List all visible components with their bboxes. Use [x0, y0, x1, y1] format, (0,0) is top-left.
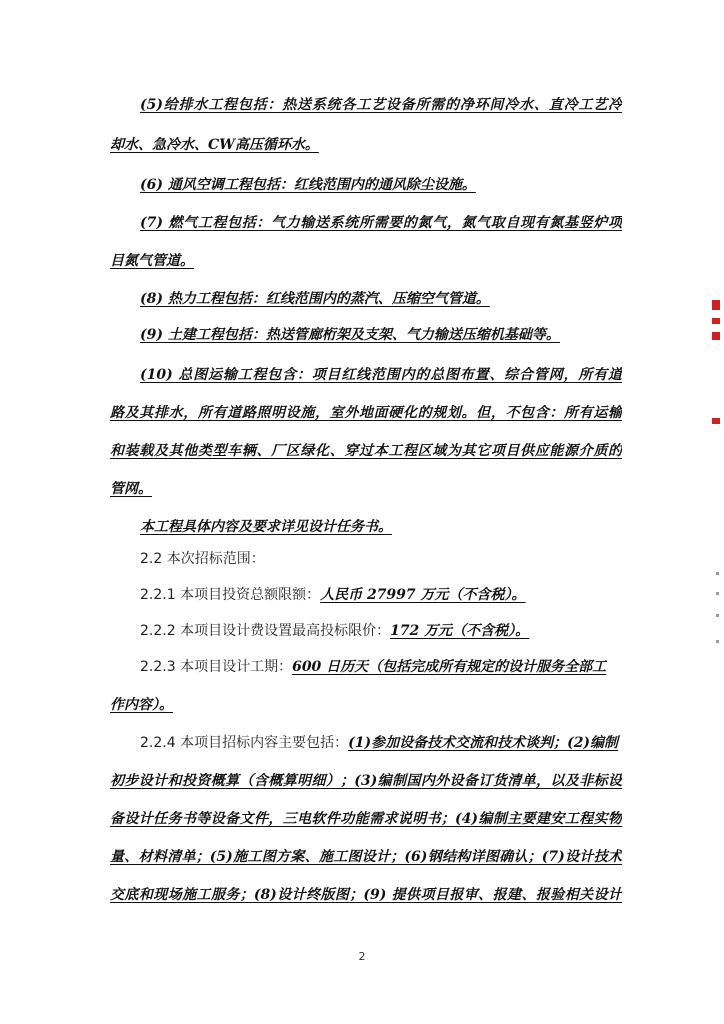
para-line-water-1: (5)给排水工程包括：热送系统各工艺设备所需的净环间冷水、直冷工艺冷 — [140, 97, 622, 113]
page-number: 2 — [358, 950, 366, 963]
edge-stamp-mark — [712, 300, 720, 310]
edge-stamp-mark — [712, 332, 720, 340]
edge-dot-mark — [716, 572, 719, 575]
item-value: 人民币 27997 万元（不含税）。 — [320, 587, 526, 603]
edge-dot-mark — [716, 614, 719, 617]
item-scope-contents — [140, 732, 622, 754]
edge-stamp-mark — [712, 418, 720, 424]
para-line-transport-4: 管网。 — [110, 481, 152, 497]
para-line-civil: (9) 土建工程包括：热送管廊桁架及支架、气力输送压缩机基础等。 — [140, 327, 560, 343]
item-scope-cont-1: 初步设计和投资概算（含概算明细）；(3)编制国内外设备订货清单，以及非标设 — [110, 773, 622, 789]
item-label: 2.2.3 本项目设计工期： — [140, 659, 293, 675]
para-line-gas-1: (7) 燃气工程包括：气力输送系统所需要的氮气，氮气取自现有氮基竖炉项 — [140, 215, 622, 231]
item-label: 2.2.4 本项目招标内容主要包括： — [140, 735, 349, 751]
item-investment-limit — [140, 584, 622, 606]
para-line-water-2: 却水、急冷水、CW高压循环水。 — [110, 137, 319, 153]
item-scope-cont-2: 备设计任务书等设备文件，三电软件功能需求说明书；(4)编制主要建安工程实物 — [110, 811, 622, 827]
para-line-ventilation: (6) 通风空调工程包括：红线范围内的通风除尘设施。 — [140, 177, 476, 193]
para-line-gas-2: 目氮气管道。 — [110, 253, 194, 269]
item-design-period-cont: 作内容）。 — [110, 697, 173, 713]
para-line-transport-2: 路及其排水，所有道路照明设施，室外地面硬化的规划。但，不包含：所有运输 — [110, 405, 622, 421]
para-line-transport-3: 和装载及其他类型车辆、厂区绿化、穿过本工程区域为其它项目供应能源介质的 — [110, 443, 622, 459]
item-value: 600 日历天（包括完成所有规定的设计服务全部工 — [292, 659, 607, 675]
para-line-thermal: (8) 热力工程包括：红线范围内的蒸汽、压缩空气管道。 — [140, 291, 490, 307]
para-line-transport-1: (10) 总图运输工程包含：项目红线范围内的总图布置、综合管网，所有道 — [140, 367, 622, 383]
edge-dot-mark — [716, 640, 719, 643]
item-design-fee-limit — [140, 620, 622, 642]
item-label: 2.2.1 本项目投资总额限额： — [140, 587, 321, 603]
edge-stamp-mark — [712, 318, 720, 324]
item-scope-cont-4: 交底和现场施工服务；(8)设计终版图；(9) 提供项目报审、报建、报验相关设计 — [110, 887, 622, 903]
item-label: 2.2.2 本项目设计费设置最高投标限价： — [140, 623, 391, 639]
section-heading-scope: 2.2 本次招标范围： — [140, 551, 265, 567]
item-design-period — [140, 656, 622, 678]
item-scope-cont-3: 量、材料清单；(5)施工图方案、施工图设计；(6)钢结构详图确认；(7)设计技术 — [110, 849, 622, 865]
edge-dot-mark — [716, 592, 719, 595]
item-value: 172 万元（不含税）。 — [390, 623, 530, 639]
para-line-details: 本工程具体内容及要求详见设计任务书。 — [140, 519, 392, 535]
item-value: (1)参加设备技术交流和技术谈判；(2)编制 — [348, 735, 619, 751]
